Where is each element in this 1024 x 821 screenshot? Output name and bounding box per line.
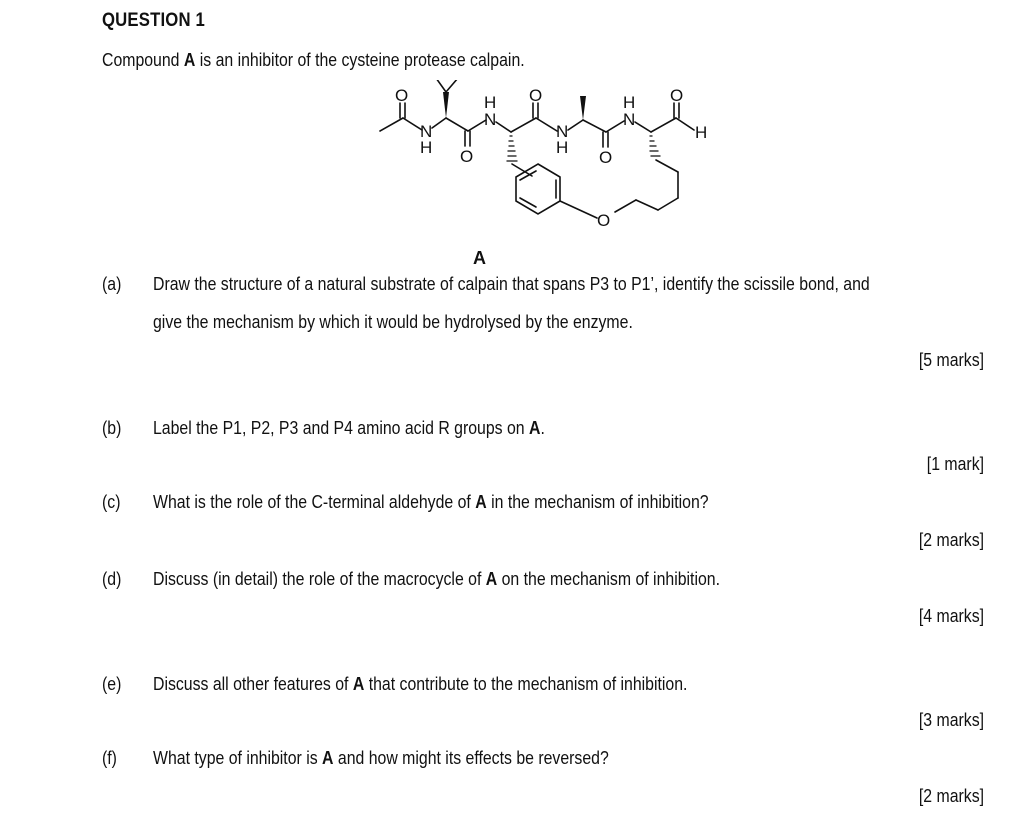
question-d-text: Discuss (in detail) the role of the macrocycle of A on the mechanism of inhibition. bbox=[153, 569, 720, 589]
atom-o: O bbox=[460, 147, 474, 166]
question-title: QUESTION 1 bbox=[102, 10, 206, 31]
compound-a-structure bbox=[370, 80, 730, 270]
compound-ref: A bbox=[183, 50, 196, 70]
marks-a: [5 marks] bbox=[918, 350, 984, 370]
atom-h: H bbox=[695, 123, 708, 142]
atom-h: H bbox=[556, 138, 569, 157]
atom-h: H bbox=[484, 93, 497, 112]
atom-n: N bbox=[623, 110, 636, 129]
atom-o: O bbox=[395, 86, 409, 105]
marks-c: [2 marks] bbox=[918, 530, 984, 550]
atom-n: N bbox=[420, 122, 433, 141]
question-label: (a) bbox=[102, 274, 122, 294]
atom-o: O bbox=[529, 86, 543, 105]
question-label: (d) bbox=[102, 569, 122, 589]
question-label: (b) bbox=[102, 418, 122, 438]
marks-e: [3 marks] bbox=[918, 710, 984, 730]
atom-o: O bbox=[599, 148, 613, 167]
question-label: (e) bbox=[102, 674, 122, 694]
atom-n: N bbox=[484, 110, 497, 129]
marks-b: [1 mark] bbox=[926, 454, 984, 474]
atom-o: O bbox=[597, 211, 611, 230]
intro-text: Compound A is an inhibitor of the cysteine protease calpain. bbox=[102, 50, 525, 70]
question-label: (f) bbox=[102, 748, 117, 768]
question-c-text: What is the role of the C-terminal aldehyde of A in the mechanism of inhibition? bbox=[153, 492, 709, 512]
compound-label: A bbox=[473, 248, 486, 268]
question-label: (c) bbox=[102, 492, 121, 512]
question-a-text: Draw the structure of a natural substrate of calpain that spans P3 to P1’, identify the scissile bond, and give the mechanism by which it would be hydrolysed by the enzyme. bbox=[153, 274, 870, 332]
atom-n: N bbox=[556, 122, 569, 141]
question-f-text: What type of inhibitor is A and how might its effects be reversed? bbox=[153, 748, 609, 768]
atom-h: H bbox=[420, 138, 433, 157]
question-b-text: Label the P1, P2, P3 and P4 amino acid R groups on A. bbox=[153, 418, 545, 438]
marks-d: [4 marks] bbox=[918, 606, 984, 626]
question-e-text: Discuss all other features of A that contribute to the mechanism of inhibition. bbox=[153, 674, 688, 694]
atom-o: O bbox=[670, 86, 684, 105]
marks-f: [2 marks] bbox=[918, 786, 984, 806]
atom-h: H bbox=[623, 93, 636, 112]
